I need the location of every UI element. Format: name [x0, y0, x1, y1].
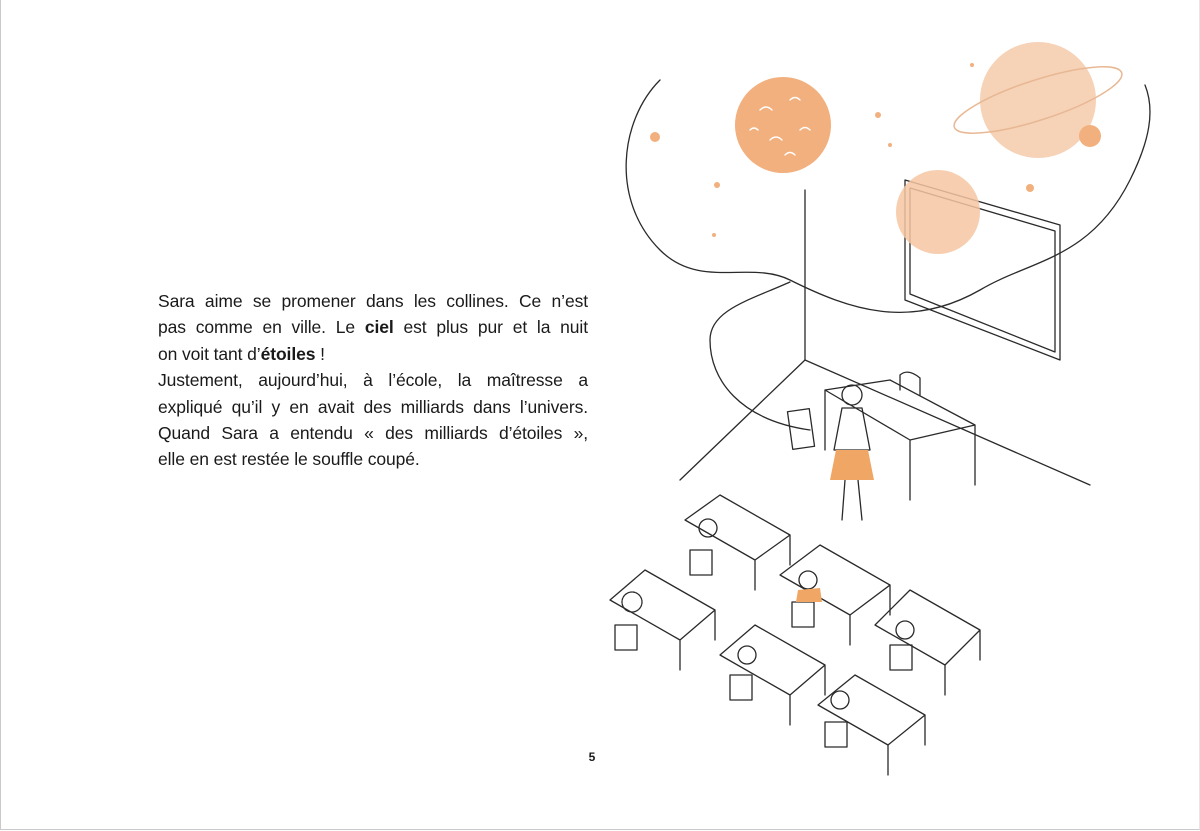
student-desk-2	[780, 545, 890, 645]
teacher-desk	[825, 380, 975, 500]
student-4-chair	[890, 645, 912, 670]
story-text	[158, 288, 588, 473]
student-desk-3	[610, 570, 715, 670]
story-text-6: Quand Sara a entendu « des milliards d’étoiles »,	[158, 423, 588, 444]
classroom-illustration	[590, 30, 1190, 780]
story-text-3b: !	[315, 343, 325, 364]
word-ciel: ciel	[364, 317, 394, 338]
student-1-head	[699, 519, 717, 537]
floor-left-line	[680, 360, 805, 480]
window-planet	[896, 170, 980, 254]
student-2-head	[799, 571, 817, 589]
student-5-head	[738, 646, 756, 664]
teacher-chair	[900, 372, 920, 395]
student-6-head	[831, 691, 849, 709]
skirt-and-student-color	[796, 450, 874, 602]
student-3-head	[622, 592, 642, 612]
student-desk-1	[685, 495, 790, 590]
small-moon	[1079, 125, 1101, 147]
story-paragraph	[158, 288, 588, 473]
story-line-5	[158, 394, 588, 420]
ringed-planet	[980, 42, 1096, 158]
dream-trail	[710, 282, 810, 430]
story-line-7	[158, 446, 588, 472]
story-text-2a: pas comme en ville. Le	[158, 317, 365, 338]
page-number: 5	[588, 750, 596, 764]
cratered-planet	[735, 77, 831, 173]
student-desk-4	[875, 590, 980, 695]
story-text-3a: on voit tant d’	[158, 343, 261, 364]
story-line-6	[158, 420, 588, 446]
story-line-1	[158, 288, 588, 314]
classroom-svg	[590, 30, 1190, 780]
story-text-2b: est plus pur et la nuit	[393, 317, 588, 338]
student-desk-6	[818, 675, 925, 775]
story-text-4: Justement, aujourd’hui, à l’école, la maîtresse a	[158, 370, 588, 391]
story-text-1: Sara aime se promener dans les collines. Ce n’est	[158, 291, 588, 311]
student-2-chair	[792, 602, 814, 627]
teacher-head	[842, 385, 862, 405]
teacher-leg-2	[858, 480, 862, 520]
story-text-7: elle en est restée le souffle coupé.	[158, 449, 420, 470]
student-3-chair	[615, 625, 637, 650]
story-line-2	[158, 314, 588, 340]
story-text-5: expliqué qu’il y en avait des milliards dans l’univers.	[158, 396, 588, 417]
student-1-chair	[690, 550, 712, 575]
word-etoiles: étoiles	[260, 343, 316, 364]
story-line-3	[158, 341, 588, 367]
student-6-chair	[825, 722, 847, 747]
teacher-leg-1	[842, 480, 845, 520]
student-4-head	[896, 621, 914, 639]
teacher-body	[834, 408, 870, 450]
student-5-chair	[730, 675, 752, 700]
story-line-4	[158, 367, 588, 393]
